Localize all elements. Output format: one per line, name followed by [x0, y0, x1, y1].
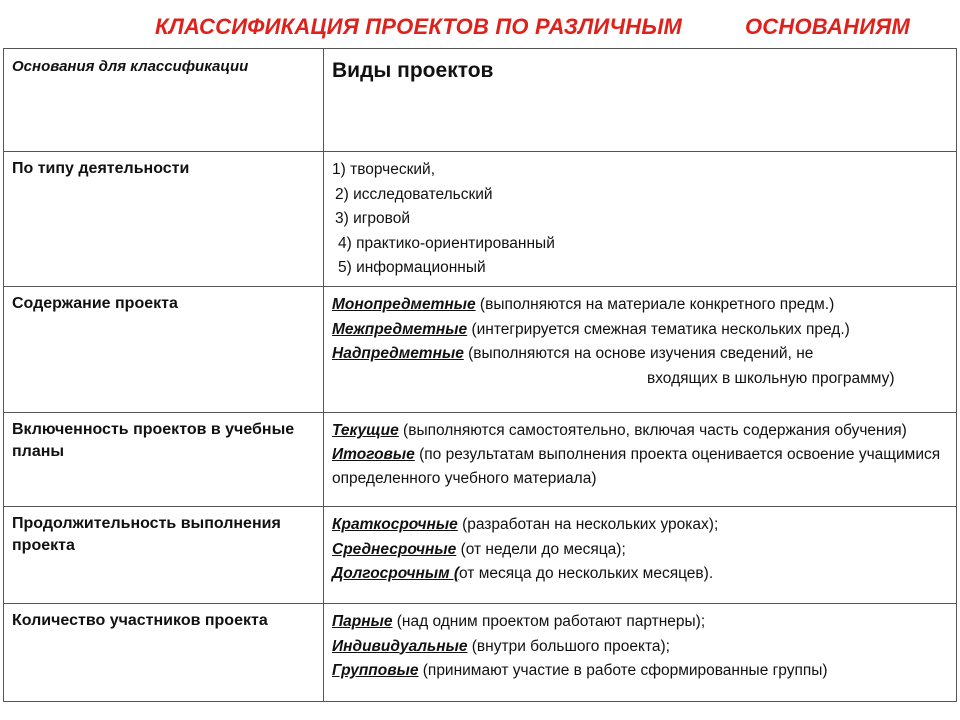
list-item	[332, 318, 952, 343]
list-item	[332, 562, 952, 587]
page-title	[0, 14, 960, 50]
term: Итоговые	[332, 446, 415, 463]
header-right-text: Виды проектов	[332, 59, 494, 82]
term: Групповые	[332, 662, 419, 679]
list-item	[332, 635, 952, 660]
list-item: 1) творческий,	[332, 161, 435, 178]
row-label: Включенность проектов в учебные планы	[4, 413, 324, 507]
row-label: Количество участников проекта	[4, 604, 324, 702]
list-item	[332, 610, 952, 635]
classification-table	[3, 48, 957, 702]
term: Парные	[332, 613, 393, 630]
term: Монопредметные	[332, 296, 476, 313]
table-row	[4, 604, 957, 702]
description: (внутри большого проекта);	[467, 637, 670, 655]
row-label: По типу деятельности	[4, 152, 324, 287]
title-part-1: КЛАССИФИКАЦИЯ ПРОЕКТОВ ПО РАЗЛИЧНЫМ	[155, 14, 683, 39]
term: Краткосрочные	[332, 516, 458, 533]
row-content	[324, 604, 957, 702]
list-item	[332, 293, 952, 318]
row-content	[324, 152, 957, 287]
table-row	[4, 413, 957, 507]
term: Долгосрочным (	[332, 565, 460, 582]
description: (по результатам выполнения проекта оценивается освоение учащимися определенного учебного материала)	[332, 446, 941, 487]
term: Среднесрочные	[332, 540, 457, 558]
list-item	[332, 538, 952, 563]
description-continuation: входящих в школьную программу)	[647, 369, 895, 387]
description: (выполняются самостоятельно, включая часть содержания обучения)	[398, 422, 907, 439]
list-item: 2) исследовательский	[335, 185, 493, 203]
list-item	[332, 342, 952, 367]
row-content	[324, 507, 957, 604]
term: Текущие	[332, 422, 399, 439]
row-label: Продолжительность выполнения проекта	[4, 507, 324, 604]
header-left-cell	[4, 49, 324, 152]
list-item: 5) информационный	[338, 259, 486, 276]
table-header-row	[4, 49, 957, 152]
table-row	[4, 152, 957, 287]
term: Индивидуальные	[332, 637, 468, 655]
description: (над одним проектом работают партнеры);	[392, 613, 706, 630]
list-item: 3) игровой	[335, 210, 410, 227]
table-row	[4, 507, 957, 604]
row-content	[324, 413, 957, 507]
table-row	[4, 287, 957, 413]
description: (выполняются на материале конкретного предм.)	[475, 296, 835, 313]
row-content	[324, 287, 957, 413]
list-item: 4) практико-ориентированный	[338, 234, 555, 252]
row-label: Содержание проекта	[4, 287, 324, 413]
description: (интегрируется смежная тематика нескольких пред.)	[467, 320, 850, 338]
header-left-text: Основания для классификации	[12, 58, 249, 75]
term: Межпредметные	[332, 320, 468, 338]
description: от месяца до нескольких месяцев).	[459, 565, 714, 582]
title-part-2: ОСНОВАНИЯМ	[745, 14, 911, 39]
header-right-cell	[324, 49, 957, 152]
list-item	[332, 659, 952, 684]
description: (выполняются на основе изучения сведений, не	[463, 345, 814, 362]
list-item	[332, 513, 952, 538]
description: (от недели до месяца);	[456, 540, 626, 558]
term: Надпредметные	[332, 345, 464, 362]
description: (разработан на нескольких уроках);	[457, 516, 719, 533]
description: (принимают участие в работе сформированные группы)	[418, 662, 828, 679]
